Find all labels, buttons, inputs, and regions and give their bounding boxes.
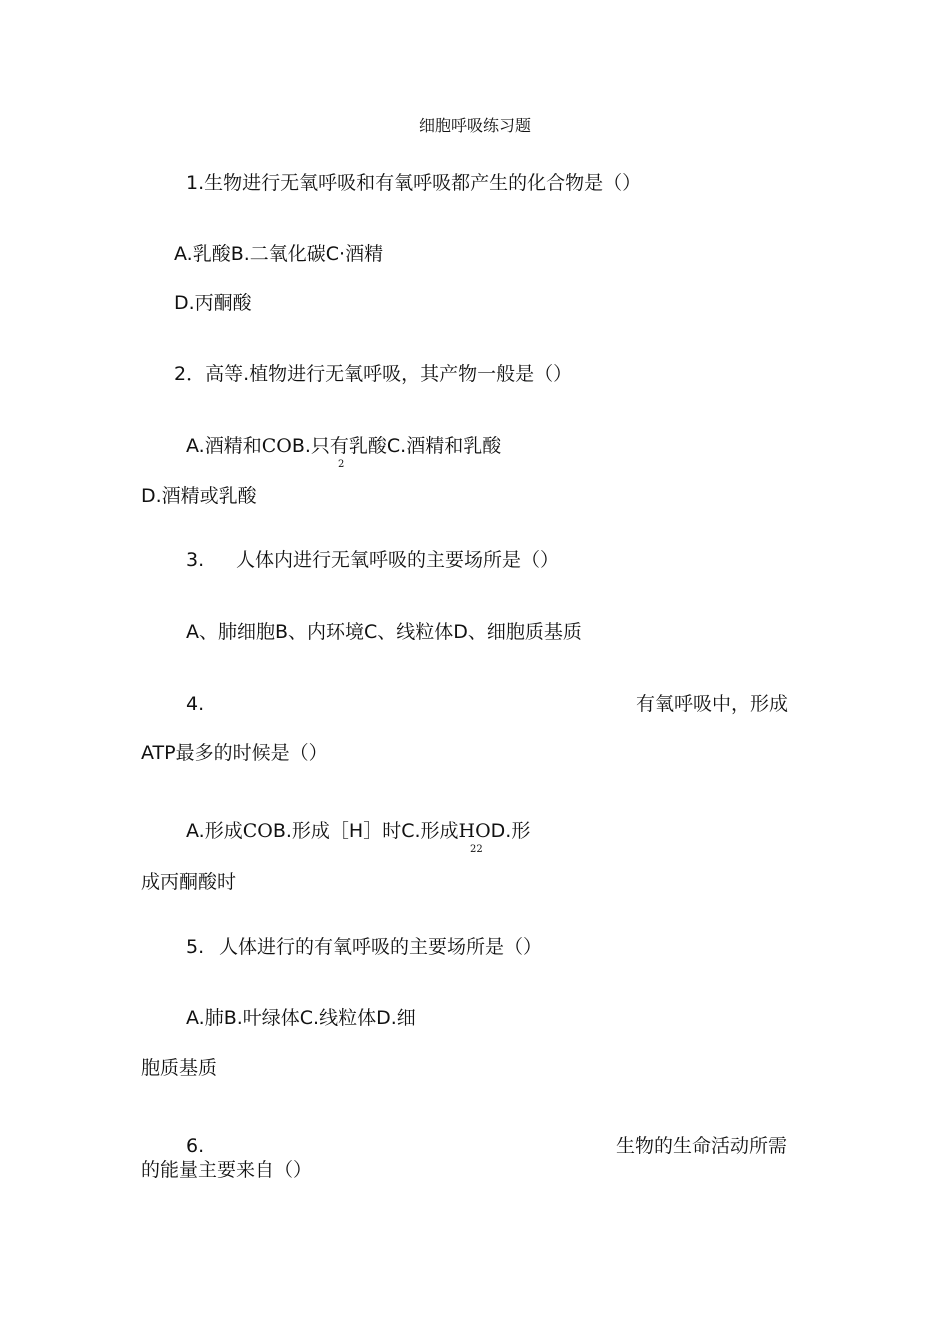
- question-6-number: 6.: [186, 1135, 205, 1157]
- question-6-stem-line2: 的能量主要来自（）: [141, 1159, 313, 1181]
- question-1-options: A.乳酸B.二氧化碳C·酒精: [174, 243, 384, 265]
- question-2-options: [186, 434, 501, 458]
- question-3-options: A、肺细胞B、内环境C、线粒体D、细胞质基质: [186, 621, 582, 643]
- question-4-option-mid: B.形成［H］时C.形成: [272, 820, 459, 842]
- question-3-stem: 人体内进行无氧呼吸的主要场所是（）: [236, 549, 560, 571]
- question-4-options: [186, 819, 530, 843]
- question-4-number: 4.: [186, 693, 205, 715]
- question-5-options-line2: 胞质基质: [141, 1057, 218, 1079]
- question-4-option-a: A.形成: [186, 820, 243, 842]
- question-6-stem-right: 生物的生命活动所需: [616, 1135, 788, 1157]
- question-2-stem: 2．高等.植物进行无氧呼吸，其产物一般是（）: [174, 363, 573, 385]
- question-2-option-a: A.酒精和: [186, 435, 262, 457]
- question-2-option-rest: B.只有乳酸C.酒精和乳酸: [291, 435, 502, 457]
- question-4-option-end: D.形: [490, 820, 531, 842]
- question-2-co-formula: CO: [261, 435, 292, 457]
- question-5-stem: 人体进行的有氧呼吸的主要场所是（）: [219, 936, 543, 958]
- question-4-co-formula: CO: [242, 820, 273, 842]
- page-title: 细胞呼吸练习题: [418, 116, 531, 135]
- question-4-options-d: 成丙酮酸时: [141, 871, 237, 893]
- question-4-stem-line2: ATP最多的时候是（）: [141, 742, 328, 764]
- question-1-options-d: D.丙酮酸: [174, 292, 252, 314]
- question-4-ho-formula: HO: [458, 820, 491, 842]
- question-3-number: 3.: [186, 549, 205, 571]
- question-2-subscript: 2: [338, 459, 345, 470]
- question-4-stem-right: 有氧呼吸中，形成: [636, 693, 789, 715]
- question-5-options: A.肺B.叶绿体C.线粒体D.细: [186, 1007, 416, 1029]
- question-2-options-d: D.酒精或乳酸: [141, 485, 257, 507]
- question-1-stem: 1.生物进行无氧呼吸和有氧呼吸都产生的化合物是（）: [186, 172, 642, 194]
- question-4-subscript: 22: [470, 844, 483, 855]
- question-5-number: 5.: [186, 936, 205, 958]
